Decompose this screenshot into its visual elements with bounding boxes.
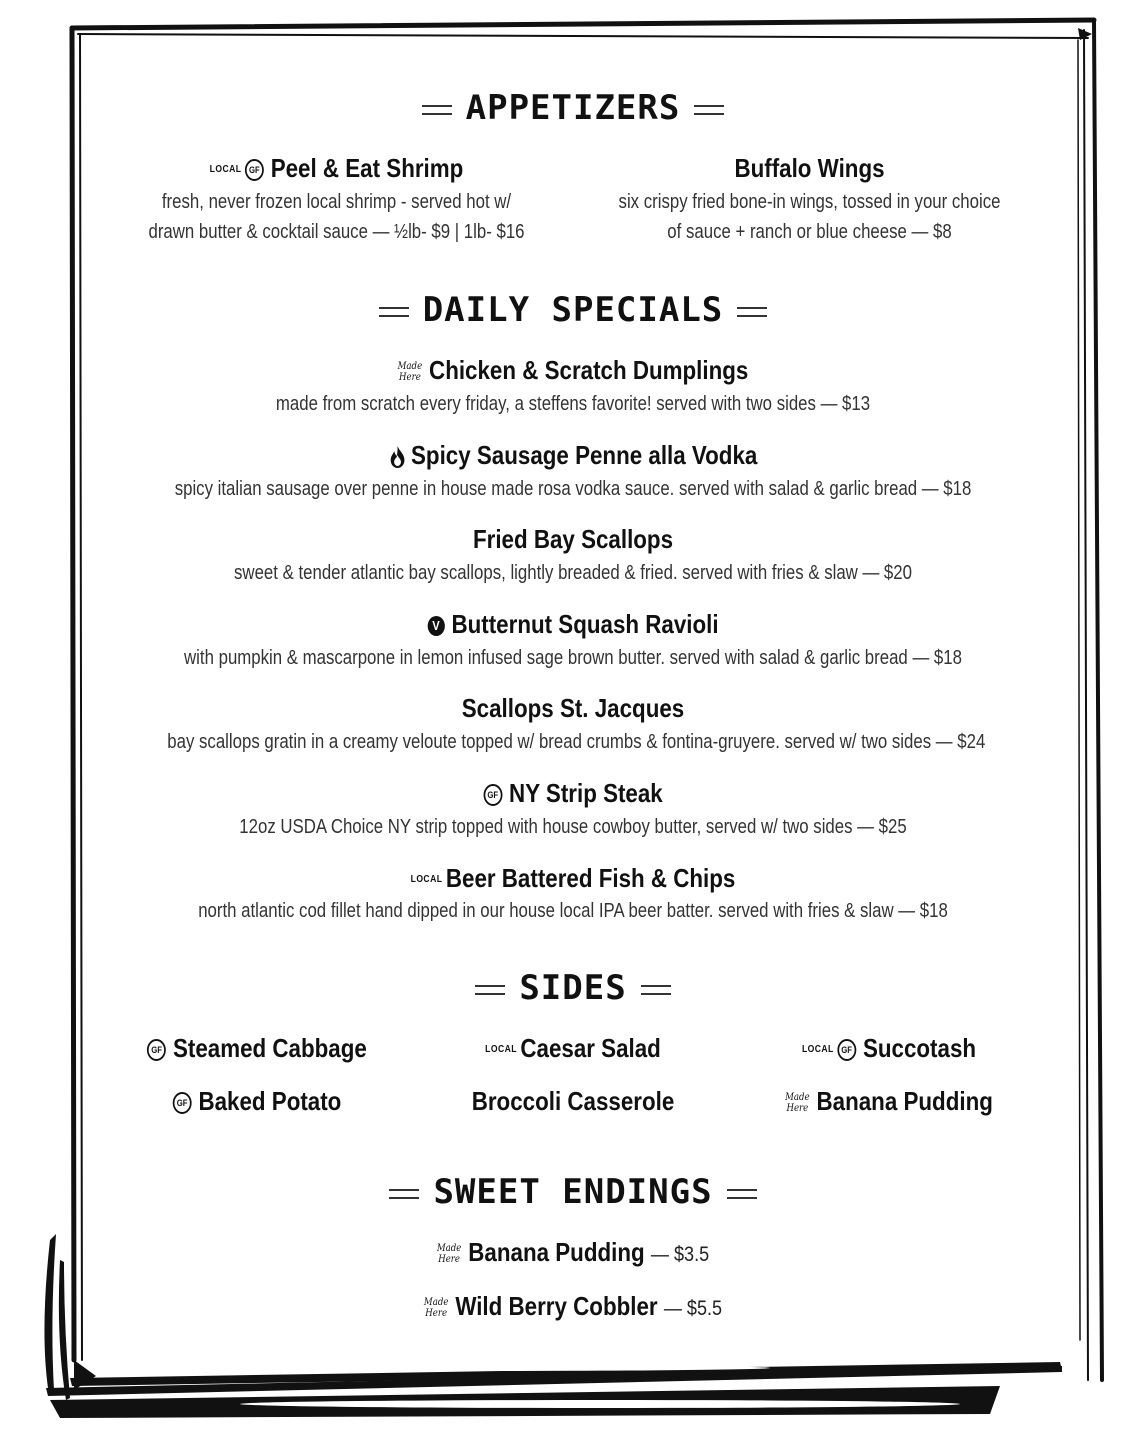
sides-heading <box>90 968 1056 1008</box>
special-desc: spicy italian sausage over penne in house made rosa vodka sauce. served with salad & garlic bread — $18 <box>174 478 972 500</box>
side-item <box>435 1085 712 1117</box>
special-desc: sweet & tender atlantic bay scallops, lightly breaded & fried. served with fries & slaw — $20 <box>234 562 912 584</box>
gluten-free-icon: GF <box>173 1092 192 1114</box>
desserts-heading <box>90 1172 1056 1212</box>
special-desc: north atlantic cod fillet hand dipped in our house local IPA beer batter. served with fries & slaw — $18 <box>198 900 948 922</box>
appetizer-desc-line: drawn butter & cocktail sauce — ½lb- $9 | 1lb- $16 <box>148 221 525 243</box>
special-item-title <box>158 354 989 386</box>
side-item <box>435 1032 712 1066</box>
gluten-free-icon: GF <box>483 784 502 806</box>
special-item-title <box>158 439 989 471</box>
special-name: Chicken & Scratch Dumplings <box>429 355 749 385</box>
special-desc: made from scratch every friday, a steffens favorite! served with two sides — $13 <box>275 393 871 415</box>
special-name: NY Strip Steak <box>509 778 663 808</box>
spicy-flame-icon <box>389 445 406 469</box>
gluten-free-icon: GF <box>837 1039 856 1061</box>
made-here-icon: Made Here <box>397 361 423 384</box>
side-name: Succotash <box>862 1033 977 1063</box>
side-name: Broccoli Casserole <box>471 1086 675 1116</box>
heading-rule-left <box>379 307 409 317</box>
dessert-item <box>158 1236 989 1271</box>
desserts-heading-text: SWEET ENDINGS <box>433 1172 713 1212</box>
sides-heading-text: SIDES <box>519 968 627 1008</box>
gluten-free-icon: GF <box>147 1039 166 1061</box>
appetizer-desc-line: of sauce + ranch or blue cheese — $8 <box>667 221 952 243</box>
side-item <box>119 1032 396 1064</box>
side-name: Steamed Cabbage <box>172 1033 367 1063</box>
appetizer-item-title <box>125 152 549 186</box>
local-badge: LOCAL <box>485 1044 517 1056</box>
special-item-title <box>158 777 989 809</box>
local-badge: LOCAL <box>801 1044 834 1056</box>
special-name: Spicy Sausage Penne alla Vodka <box>411 440 758 470</box>
heading-rule-right <box>694 105 724 115</box>
vegetarian-icon: V <box>427 616 444 636</box>
special-desc: 12oz USDA Choice NY strip topped with house cowboy butter, served w/ two sides — $25 <box>239 816 907 838</box>
special-desc: bay scallops gratin in a creamy veloute topped w/ bread crumbs & fontina-gruyere. served w/ two sides — $24 <box>167 731 986 753</box>
heading-rule-right <box>737 307 767 317</box>
appetizers-heading <box>90 88 1056 128</box>
appetizer-name: Buffalo Wings <box>734 153 885 183</box>
made-here-icon: Made Here <box>785 1092 810 1115</box>
specials-heading <box>90 290 1056 330</box>
side-item <box>751 1032 1028 1066</box>
dessert-price: — $5.5 <box>663 1297 723 1320</box>
special-item-title <box>158 608 989 640</box>
side-item <box>751 1085 1028 1117</box>
appetizer-name: Peel & Eat Shrimp <box>270 153 464 183</box>
heading-rule-right <box>641 985 671 995</box>
dessert-name: Wild Berry Cobbler <box>455 1291 658 1321</box>
special-item-title <box>158 862 989 896</box>
special-item-title <box>158 523 989 555</box>
special-name: Scallops St. Jacques <box>461 693 685 723</box>
special-desc: with pumpkin & mascarpone in lemon infused sage brown butter. served with salad & garlic bread — $18 <box>184 647 962 669</box>
side-name: Caesar Salad <box>520 1033 661 1063</box>
special-name: Fried Bay Scallops <box>472 524 674 554</box>
gluten-free-icon: GF <box>245 159 264 181</box>
side-name: Baked Potato <box>198 1086 342 1116</box>
heading-rule-left <box>389 1189 419 1199</box>
made-here-icon: Made Here <box>436 1243 462 1266</box>
specials-heading-text: DAILY SPECIALS <box>422 290 724 330</box>
heading-rule-right <box>727 1189 757 1199</box>
appetizer-item-title <box>598 152 1022 184</box>
dessert-item <box>158 1290 989 1325</box>
dessert-price: — $3.5 <box>650 1243 710 1266</box>
appetizer-desc-line: six crispy fried bone-in wings, tossed in your choice <box>618 191 1001 213</box>
special-item-title <box>158 692 989 724</box>
heading-rule-left <box>475 985 505 995</box>
appetizers-heading-text: APPETIZERS <box>465 88 681 128</box>
side-name: Banana Pudding <box>816 1086 993 1116</box>
special-name: Butternut Squash Ravioli <box>451 609 719 639</box>
dessert-name: Banana Pudding <box>468 1237 645 1267</box>
heading-rule-left <box>422 105 452 115</box>
local-badge: LOCAL <box>410 874 443 886</box>
appetizer-desc-line: fresh, never frozen local shrimp - served hot w/ <box>161 191 512 213</box>
special-name: Beer Battered Fish & Chips <box>445 863 736 893</box>
made-here-icon: Made Here <box>423 1297 449 1320</box>
local-badge: LOCAL <box>209 164 242 176</box>
side-item <box>119 1085 396 1117</box>
